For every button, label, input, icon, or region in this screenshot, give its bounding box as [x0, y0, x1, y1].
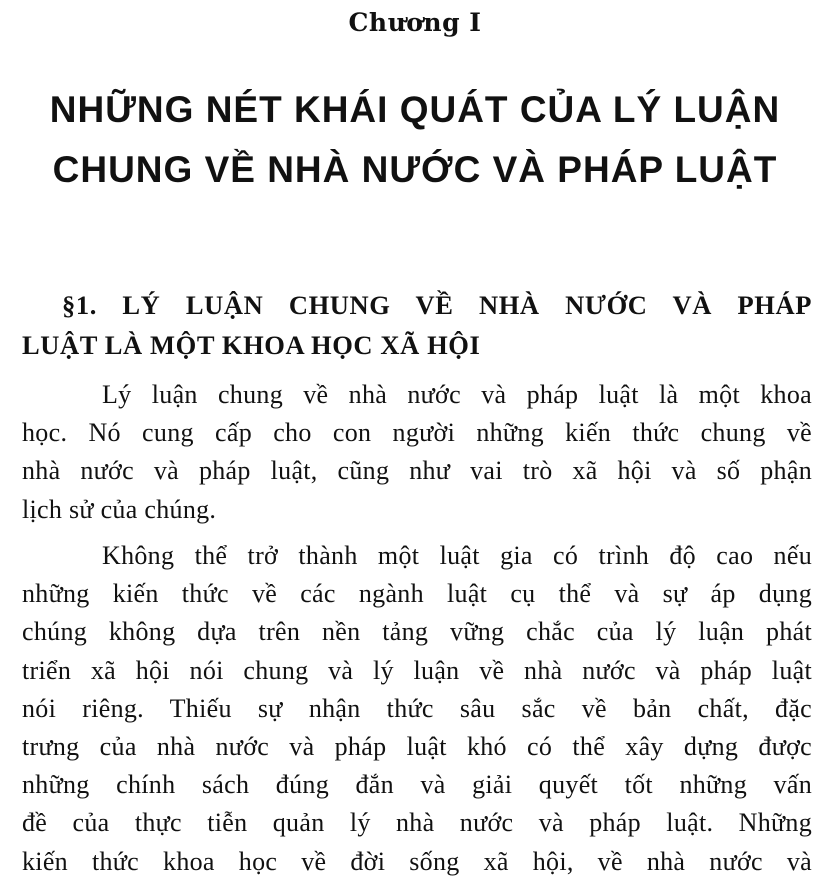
paragraph-line: trưng của nhà nước và pháp luật khó có thể xây dựng được: [22, 732, 812, 762]
paragraph-line: nói riêng. Thiếu sự nhận thức sâu sắc về bản chất, đặc: [22, 693, 812, 723]
paragraph-line: học. Nó cung cấp cho con người những kiến thức chung về: [22, 418, 812, 448]
chapter-title: [0, 80, 830, 200]
paragraph-1: [22, 376, 812, 529]
paragraph-line: lịch sử của chúng.: [22, 494, 217, 524]
paragraph-line: những chính sách đúng đắn và giải quyết tốt những vấn: [22, 770, 812, 800]
chapter-label: Chương I: [348, 8, 482, 37]
paragraph-line: nhà nước và pháp luật, cũng như vai trò xã hội và số phận: [22, 456, 812, 486]
section-heading-line: §1. LÝ LUẬN CHUNG VỀ NHÀ NƯỚC VÀ PHÁP: [62, 290, 812, 320]
paragraph-line: chúng không dựa trên nền tảng vững chắc của lý luận phát: [22, 617, 812, 647]
section-heading-line: LUẬT LÀ MỘT KHOA HỌC XÃ HỘI: [22, 330, 481, 360]
paragraph-line: triển xã hội nói chung và lý luận về nhà nước và pháp luật: [22, 655, 812, 685]
chapter-title-line: NHỮNG NÉT KHÁI QUÁT CỦA LÝ LUẬN: [49, 89, 781, 130]
paragraph-2: [22, 537, 812, 881]
paragraph-line: Không thể trở thành một luật gia có trình độ cao nếu: [102, 541, 812, 570]
chapter-title-line: CHUNG VỀ NHÀ NƯỚC VÀ PHÁP LUẬT: [52, 149, 778, 190]
paragraph-line: Lý luận chung về nhà nước và pháp luật là một khoa: [102, 380, 812, 409]
section-heading: [22, 285, 812, 365]
paragraph-line: những kiến thức về các ngành luật cụ thể và sự áp dụng: [22, 579, 812, 609]
paragraph-line: kiến thức khoa học về đời sống xã hội, về nhà nước và: [22, 846, 812, 876]
paragraph-line: đề của thực tiễn quản lý nhà nước và pháp luật. Những: [22, 808, 812, 838]
